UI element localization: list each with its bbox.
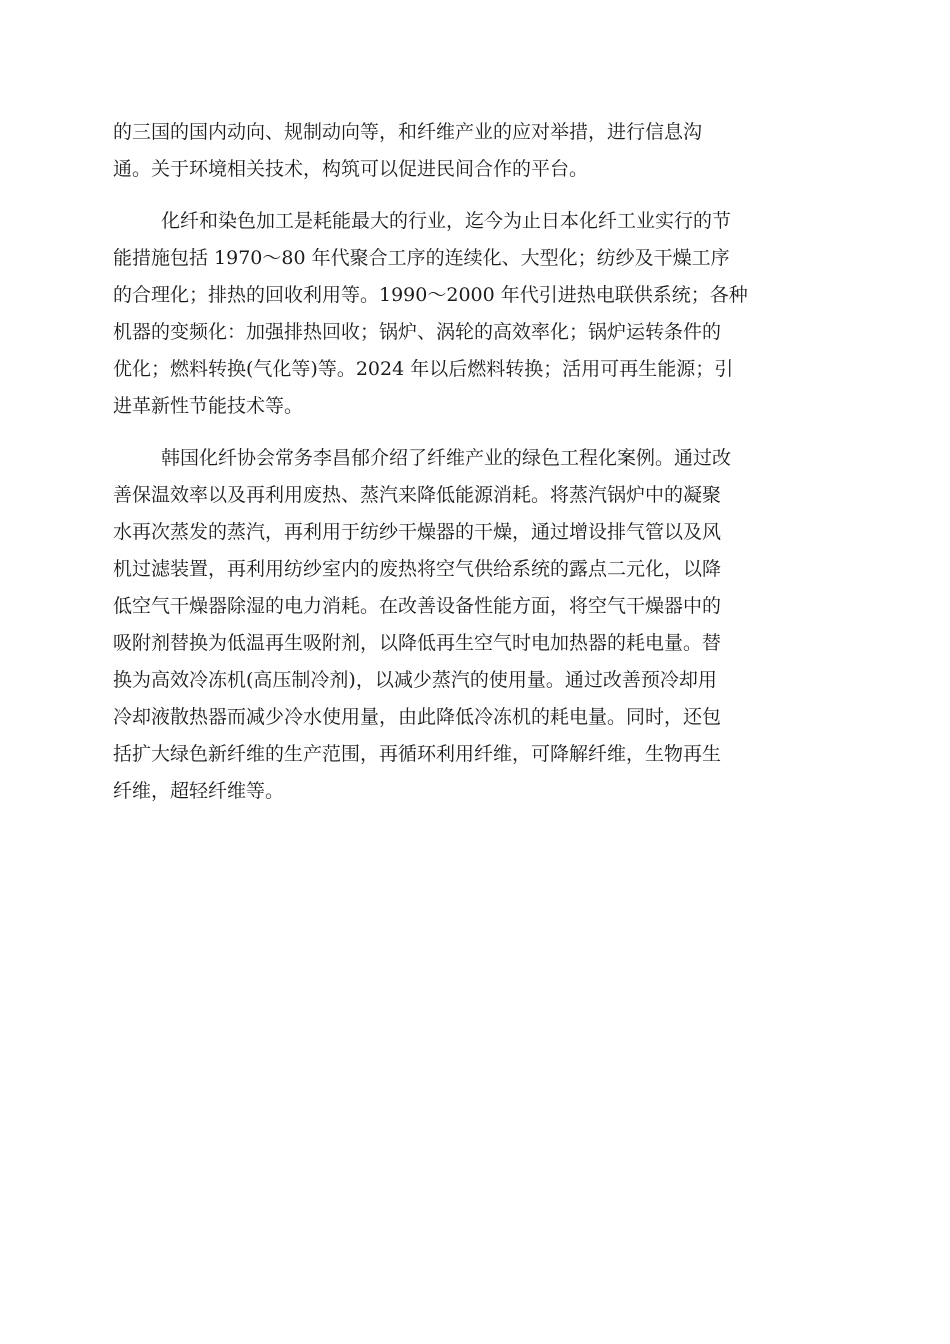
text-line: 韩国化纤协会常务李昌郁介绍了纤维产业的绿色工程化案例。通过改 [161, 447, 732, 469]
text-line: 的合理化；排热的回收利用等。1990～2000 年代引进热电联供系统；各种 [113, 284, 748, 306]
text-line: 优化；燃料转换(气化等)等。2024 年以后燃料转换；活用可再生能源；引 [113, 358, 734, 380]
paragraph-1 [113, 114, 835, 188]
text-line: 低空气干燥器除湿的电力消耗。在改善设备性能方面，将空气干燥器中的 [113, 595, 722, 617]
text-line: 善保温效率以及再利用废热、蒸汽来降低能源消耗。将蒸汽锅炉中的凝聚 [113, 484, 722, 506]
document-body [113, 114, 835, 825]
text-line: 冷却液散热器而减少冷水使用量，由此降低冷冻机的耗电量。同时，还包 [113, 706, 722, 728]
text-line: 进革新性节能技术等。 [113, 395, 304, 417]
text-line: 括扩大绿色新纤维的生产范围，再循环利用纤维，可降解纤维，生物再生 [113, 743, 722, 765]
text-line: 化纤和染色加工是耗能最大的行业，迄今为止日本化纤工业实行的节 [161, 210, 732, 232]
text-line: 纤维，超轻纤维等。 [113, 780, 285, 802]
text-line: 通。关于环境相关技术，构筑可以促进民间合作的平台。 [113, 158, 589, 180]
text-line: 的三国的国内动向、规制动向等，和纤维产业的应对举措，进行信息沟 [113, 121, 703, 143]
paragraph-2 [113, 203, 835, 425]
text-line: 换为高效冷冻机(高压制冷剂)，以减少蒸汽的使用量。通过改善预冷却用 [113, 669, 717, 691]
paragraph-3 [113, 440, 835, 810]
text-line: 机器的变频化：加强排热回收；锅炉、涡轮的高效率化；锅炉运转条件的 [113, 321, 722, 343]
text-line: 机过滤装置，再利用纺纱室内的废热将空气供给系统的露点二元化，以降 [113, 558, 722, 580]
text-line: 水再次蒸发的蒸汽，再利用于纺纱干燥器的干燥，通过增设排气管以及风 [113, 521, 722, 543]
text-line: 能措施包括 1970～80 年代聚合工序的连续化、大型化；纺纱及干燥工序 [113, 247, 730, 269]
text-line: 吸附剂替换为低温再生吸附剂，以降低再生空气时电加热器的耗电量。替 [113, 632, 722, 654]
